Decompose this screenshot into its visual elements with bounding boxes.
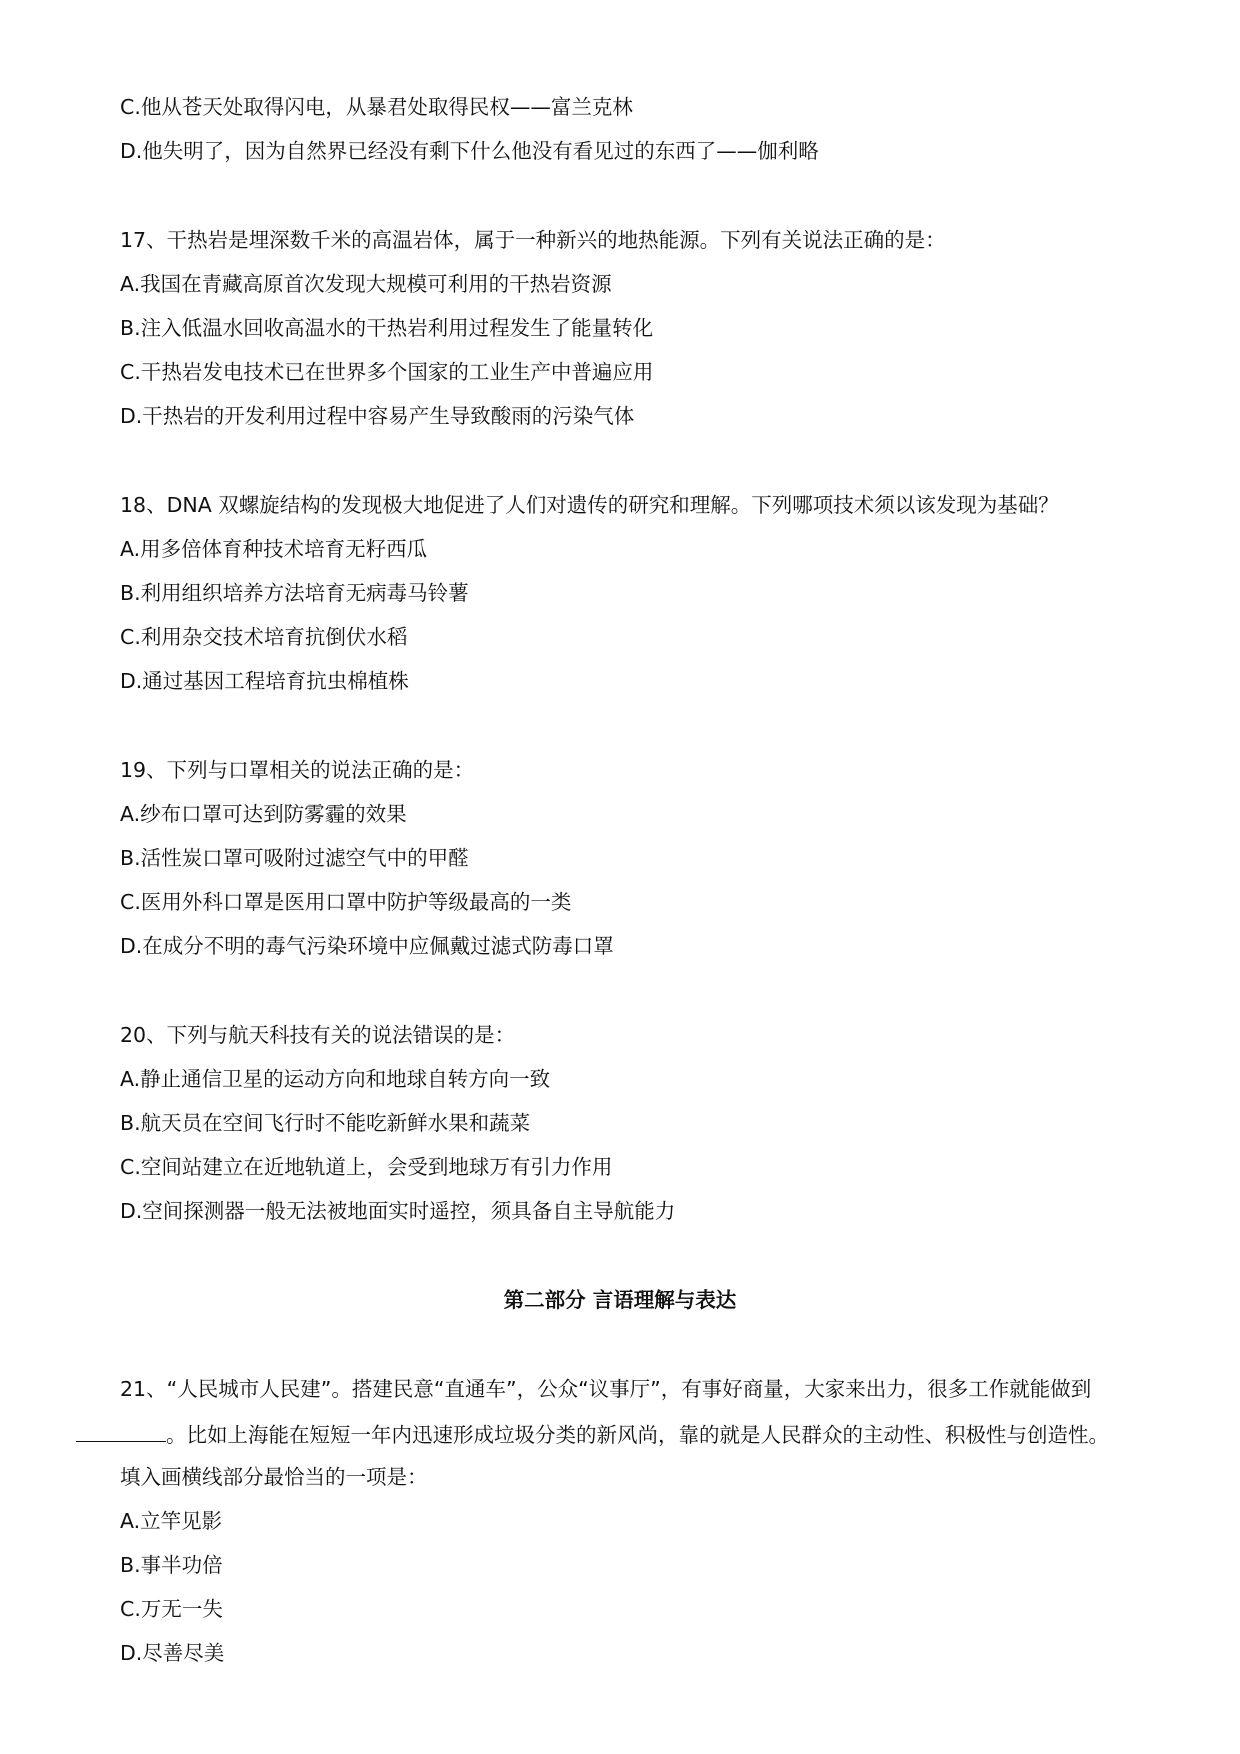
q21-question-line1: 21、“人民城市人民建”。搭建民意“直通车”，公众“议事厅”，有事好商量，大家来出力，很多工作就能做到	[120, 1377, 1092, 1401]
q18-option-a: A.用多倍体育种技术培育无籽西瓜	[120, 537, 428, 561]
q19-option-c: C.医用外科口罩是医用口罩中防护等级最高的一类	[120, 890, 572, 914]
q21-option-c: C.万无一失	[120, 1597, 223, 1621]
q20-option-c: C.空间站建立在近地轨道上，会受到地球万有引力作用	[120, 1155, 613, 1179]
q18-question: 18、DNA 双螺旋结构的发现极大地促进了人们对遗传的研究和理解。下列哪项技术须以该发现为基础？	[120, 493, 1059, 517]
q21-option-a: A.立竿见影	[120, 1509, 223, 1533]
q19-question: 19、下列与口罩相关的说法正确的是：	[120, 758, 475, 782]
q19-option-d: D.在成分不明的毒气污染环境中应佩戴过滤式防毒口罩	[120, 934, 614, 958]
q17-option-a: A.我国在青藏高原首次发现大规模可利用的干热岩资源	[120, 272, 612, 296]
section-heading: 第二部分 言语理解与表达	[503, 1288, 737, 1312]
q21-instruction: 填入画横线部分最恰当的一项是：	[120, 1465, 428, 1489]
q16-option-c: C.他从苍天处取得闪电，从暴君处取得民权——富兰克林	[120, 95, 633, 119]
q20-question: 20、下列与航天科技有关的说法错误的是：	[120, 1023, 516, 1047]
q21-line2-text: 。比如上海能在短短一年内迅速形成垃圾分类的新风尚，靠的就是人民群众的主动性、积极性与创造性。	[166, 1423, 1109, 1447]
q21-option-d: D.尽善尽美	[120, 1641, 225, 1665]
q21-option-b: B.事半功倍	[120, 1553, 223, 1577]
q17-option-d: D.干热岩的开发利用过程中容易产生导致酸雨的污染气体	[120, 404, 635, 428]
q18-option-b: B.利用组织培养方法培育无病毒马铃薯	[120, 581, 469, 605]
q21-question-line2	[76, 1423, 1109, 1446]
fill-blank	[76, 1423, 166, 1442]
q17-option-c: C.干热岩发电技术已在世界多个国家的工业生产中普遍应用	[120, 360, 654, 384]
q16-option-d: D.他失明了，因为自然界已经没有剩下什么他没有看见过的东西了——伽利略	[120, 139, 819, 163]
q19-option-b: B.活性炭口罩可吸附过滤空气中的甲醛	[120, 846, 469, 870]
q18-option-c: C.利用杂交技术培育抗倒伏水稻	[120, 625, 408, 649]
q19-option-a: A.纱布口罩可达到防雾霾的效果	[120, 802, 407, 826]
q18-option-d: D.通过基因工程培育抗虫棉植株	[120, 669, 409, 693]
q20-option-a: A.静止通信卫星的运动方向和地球自转方向一致	[120, 1067, 551, 1091]
q20-option-d: D.空间探测器一般无法被地面实时遥控，须具备自主导航能力	[120, 1199, 676, 1223]
q17-question: 17、干热岩是埋深数千米的高温岩体，属于一种新兴的地热能源。下列有关说法正确的是：	[120, 228, 946, 252]
q20-option-b: B.航天员在空间飞行时不能吃新鲜水果和蔬菜	[120, 1111, 531, 1135]
q17-option-b: B.注入低温水回收高温水的干热岩利用过程发生了能量转化	[120, 316, 654, 340]
